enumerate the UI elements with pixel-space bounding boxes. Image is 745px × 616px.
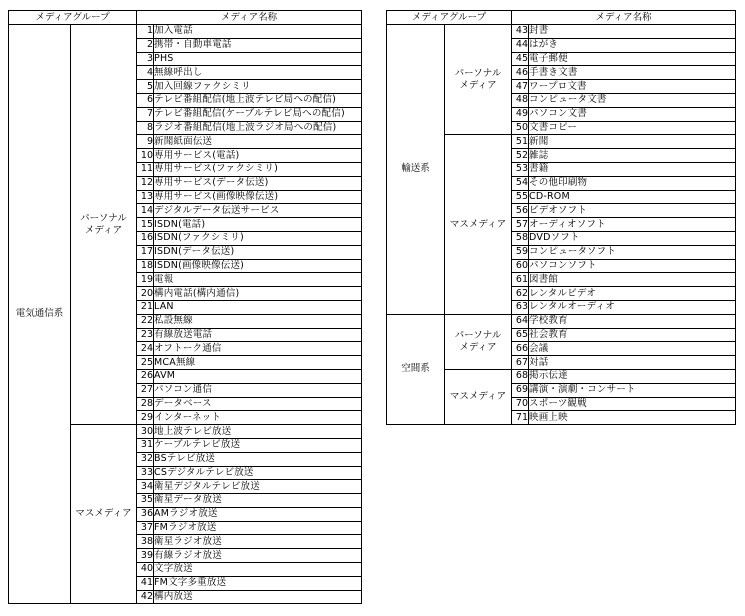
item-number: 13 <box>137 190 154 204</box>
group-cell: パーソナル メディア <box>71 25 137 425</box>
item-name: 専用サービス(データ伝送) <box>154 176 362 190</box>
item-name: テレビ番組配信(地上波テレビ局への配信) <box>154 93 362 107</box>
item-number: 38 <box>137 535 154 549</box>
item-number: 14 <box>137 204 154 218</box>
item-number: 16 <box>137 231 154 245</box>
item-name: 無線呼出し <box>154 66 362 80</box>
item-number: 51 <box>512 135 529 149</box>
table-body-right <box>387 25 736 425</box>
item-name: MCA無線 <box>154 356 362 370</box>
item-number: 17 <box>137 245 154 259</box>
header-row <box>9 11 362 25</box>
item-number: 42 <box>137 590 154 604</box>
header-row <box>387 11 736 25</box>
item-number: 9 <box>137 135 154 149</box>
item-name: ワープロ文書 <box>529 80 736 94</box>
item-number: 71 <box>512 411 529 425</box>
item-number: 59 <box>512 245 529 259</box>
item-name: 電報 <box>154 273 362 287</box>
item-name: 雑誌 <box>529 149 736 163</box>
item-number: 47 <box>512 80 529 94</box>
item-number: 37 <box>137 521 154 535</box>
item-name: デジタルデータ伝送サービス <box>154 204 362 218</box>
item-name: その他印刷物 <box>529 176 736 190</box>
item-number: 11 <box>137 162 154 176</box>
item-name: 文書コピー <box>529 121 736 135</box>
item-name: FMラジオ放送 <box>154 521 362 535</box>
item-number: 4 <box>137 66 154 80</box>
item-name: レンタルビデオ <box>529 287 736 301</box>
item-number: 49 <box>512 107 529 121</box>
item-number: 15 <box>137 218 154 232</box>
item-name: 会議 <box>529 342 736 356</box>
item-name: コンピュータ文書 <box>529 93 736 107</box>
item-name: オフトーク通信 <box>154 342 362 356</box>
item-name: 有線放送電話 <box>154 328 362 342</box>
item-name: 対話 <box>529 356 736 370</box>
item-name: CD-ROM <box>529 190 736 204</box>
item-number: 32 <box>137 452 154 466</box>
item-number: 60 <box>512 259 529 273</box>
item-name: 私設無線 <box>154 314 362 328</box>
item-name: パソコンソフト <box>529 259 736 273</box>
group-cell: マスメディア <box>445 369 512 424</box>
item-number: 23 <box>137 328 154 342</box>
item-number: 27 <box>137 383 154 397</box>
item-name: インターネット <box>154 411 362 425</box>
item-number: 67 <box>512 356 529 370</box>
item-number: 7 <box>137 107 154 121</box>
item-number: 62 <box>512 287 529 301</box>
item-number: 45 <box>512 52 529 66</box>
item-name: オーディオソフト <box>529 218 736 232</box>
item-number: 41 <box>137 576 154 590</box>
item-name: コンピュータソフト <box>529 245 736 259</box>
item-number: 29 <box>137 411 154 425</box>
item-name: 図書館 <box>529 273 736 287</box>
media-table-right <box>386 10 736 425</box>
item-number: 35 <box>137 494 154 508</box>
category-cell: 電気通信系 <box>9 25 71 604</box>
item-name: テレビ番組配信(ケーブルテレビ局への配信) <box>154 107 362 121</box>
category-cell: 輸送系 <box>387 25 445 315</box>
item-number: 22 <box>137 314 154 328</box>
item-number: 56 <box>512 204 529 218</box>
item-name: 社会教育 <box>529 328 736 342</box>
item-number: 53 <box>512 162 529 176</box>
item-number: 28 <box>137 397 154 411</box>
item-number: 55 <box>512 190 529 204</box>
item-number: 18 <box>137 259 154 273</box>
item-name: 文字放送 <box>154 563 362 577</box>
table-row <box>9 25 362 39</box>
item-name: はがき <box>529 38 736 52</box>
item-number: 34 <box>137 480 154 494</box>
item-name: 衛星デジタルテレビ放送 <box>154 480 362 494</box>
item-name: 講演・演劇・コンサート <box>529 383 736 397</box>
item-name: 電子郵便 <box>529 52 736 66</box>
item-number: 3 <box>137 52 154 66</box>
item-number: 46 <box>512 66 529 80</box>
item-name: 手書き文書 <box>529 66 736 80</box>
item-name: 構内放送 <box>154 590 362 604</box>
item-number: 26 <box>137 369 154 383</box>
item-name: 加入回線ファクシミリ <box>154 80 362 94</box>
media-table-left <box>8 10 362 604</box>
item-number: 30 <box>137 425 154 439</box>
item-number: 43 <box>512 25 529 39</box>
item-name: 学校教育 <box>529 314 736 328</box>
category-cell: 空間系 <box>387 314 445 424</box>
item-name: 衛星ラジオ放送 <box>154 535 362 549</box>
item-number: 1 <box>137 25 154 39</box>
item-name: 封書 <box>529 25 736 39</box>
item-name: ISDN(データ伝送) <box>154 245 362 259</box>
item-name: FM文字多重放送 <box>154 576 362 590</box>
item-name: データベース <box>154 397 362 411</box>
item-number: 52 <box>512 149 529 163</box>
item-name: PHS <box>154 52 362 66</box>
item-name: 専用サービス(画像映像伝送) <box>154 190 362 204</box>
item-name: パソコン文書 <box>529 107 736 121</box>
item-name: 有線ラジオ放送 <box>154 549 362 563</box>
item-name: ラジオ番組配信(地上波ラジオ局への配信) <box>154 121 362 135</box>
item-number: 44 <box>512 38 529 52</box>
item-name: ISDN(画像映像伝送) <box>154 259 362 273</box>
item-number: 12 <box>137 176 154 190</box>
item-number: 8 <box>137 121 154 135</box>
item-number: 66 <box>512 342 529 356</box>
item-number: 31 <box>137 438 154 452</box>
table-body-left <box>9 25 362 604</box>
item-number: 63 <box>512 300 529 314</box>
item-name: スポーツ観戦 <box>529 397 736 411</box>
group-cell: パーソナル メディア <box>445 314 512 369</box>
item-name: パソコン通信 <box>154 383 362 397</box>
item-name: 携帯・自動車電話 <box>154 38 362 52</box>
item-number: 19 <box>137 273 154 287</box>
item-name: レンタルオーディオ <box>529 300 736 314</box>
group-cell: マスメディア <box>71 425 137 604</box>
item-name: AVM <box>154 369 362 383</box>
table-row <box>387 314 736 328</box>
item-number: 58 <box>512 231 529 245</box>
item-number: 64 <box>512 314 529 328</box>
item-number: 24 <box>137 342 154 356</box>
item-number: 48 <box>512 93 529 107</box>
item-number: 68 <box>512 369 529 383</box>
item-name: ビデオソフト <box>529 204 736 218</box>
item-number: 69 <box>512 383 529 397</box>
item-name: 新聞 <box>529 135 736 149</box>
group-cell: パーソナル メディア <box>445 25 512 135</box>
item-name: 新聞紙面伝送 <box>154 135 362 149</box>
item-name: ISDN(ファクシミリ) <box>154 231 362 245</box>
item-number: 50 <box>512 121 529 135</box>
item-number: 54 <box>512 176 529 190</box>
item-name: DVDソフト <box>529 231 736 245</box>
item-name: 専用サービス(ファクシミリ) <box>154 162 362 176</box>
item-number: 36 <box>137 507 154 521</box>
item-number: 20 <box>137 287 154 301</box>
header-media-group: メディアグループ <box>387 11 512 25</box>
header-media-group: メディアグループ <box>9 11 137 25</box>
item-number: 70 <box>512 397 529 411</box>
group-cell: マスメディア <box>445 135 512 314</box>
item-name: ケーブルテレビ放送 <box>154 438 362 452</box>
item-number: 33 <box>137 466 154 480</box>
item-number: 40 <box>137 563 154 577</box>
item-number: 6 <box>137 93 154 107</box>
item-number: 65 <box>512 328 529 342</box>
item-number: 5 <box>137 80 154 94</box>
item-name: 書籍 <box>529 162 736 176</box>
item-name: ISDN(電話) <box>154 218 362 232</box>
header-media-name: メディア名称 <box>137 11 362 25</box>
item-name: 構内電話(構内通信) <box>154 287 362 301</box>
item-number: 10 <box>137 149 154 163</box>
item-number: 39 <box>137 549 154 563</box>
item-number: 57 <box>512 218 529 232</box>
item-name: CSデジタルテレビ放送 <box>154 466 362 480</box>
item-name: 映画上映 <box>529 411 736 425</box>
item-name: 地上波テレビ放送 <box>154 425 362 439</box>
table-row <box>387 25 736 39</box>
item-name: 掲示伝達 <box>529 369 736 383</box>
header-media-name: メディア名称 <box>512 11 736 25</box>
item-name: 衛星データ放送 <box>154 494 362 508</box>
item-number: 61 <box>512 273 529 287</box>
item-name: 加入電話 <box>154 25 362 39</box>
item-number: 2 <box>137 38 154 52</box>
item-name: 専用サービス(電話) <box>154 149 362 163</box>
item-name: LAN <box>154 300 362 314</box>
item-name: BSテレビ放送 <box>154 452 362 466</box>
item-number: 25 <box>137 356 154 370</box>
item-name: AMラジオ放送 <box>154 507 362 521</box>
item-number: 21 <box>137 300 154 314</box>
